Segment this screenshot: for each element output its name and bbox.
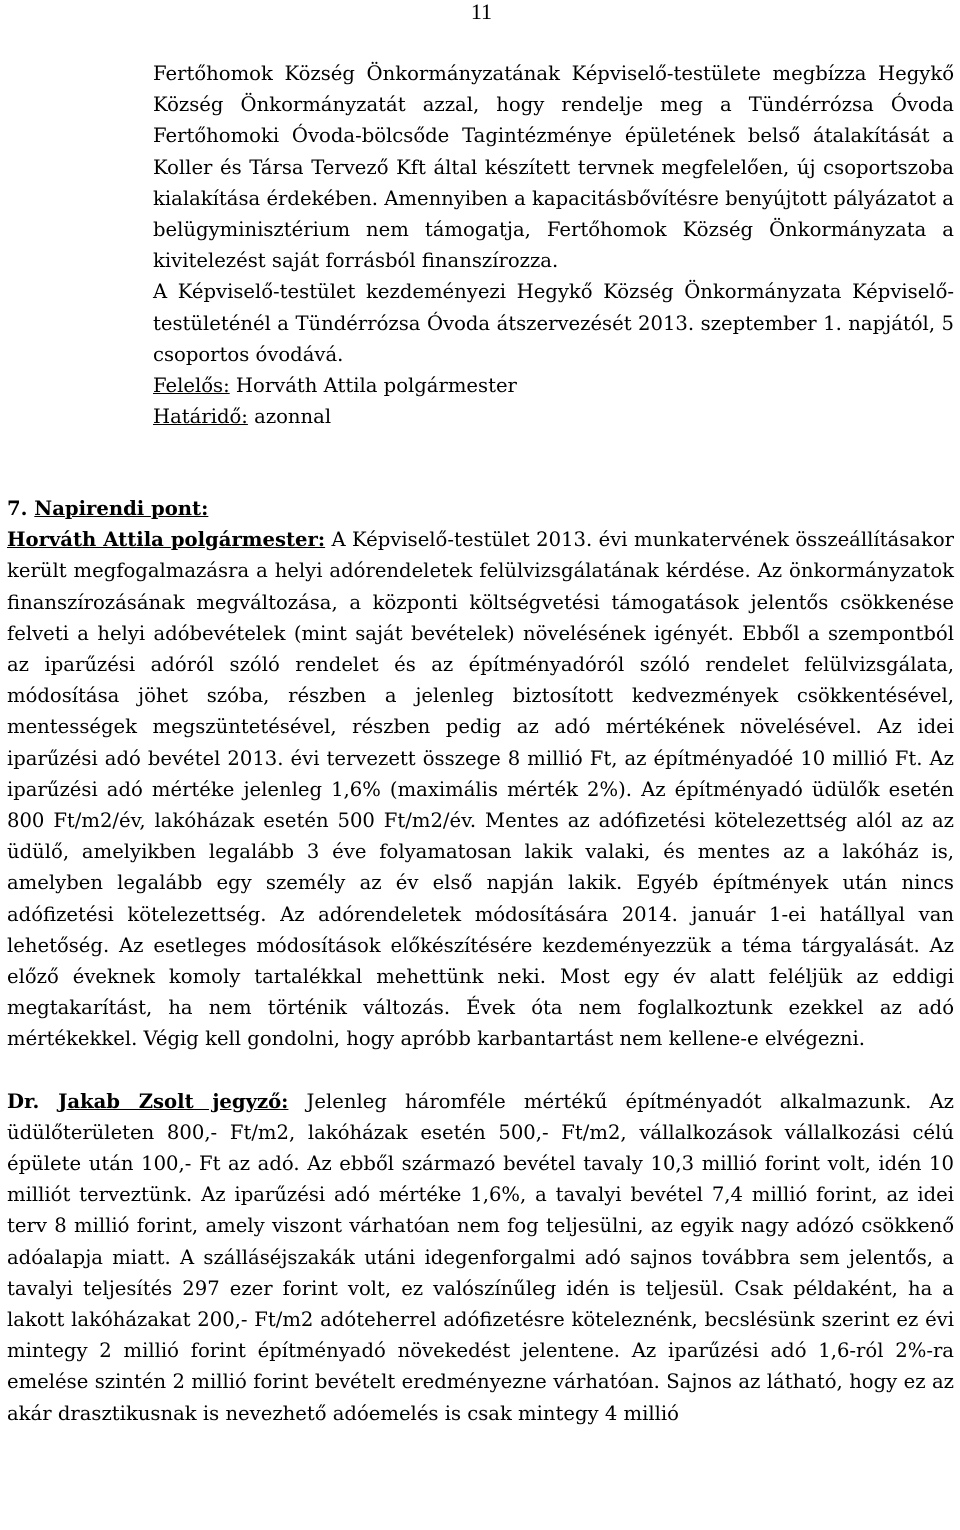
speaker2-paragraph — [7, 1086, 954, 1429]
speaker2-name: Jakab Zsolt jegyző: — [58, 1089, 289, 1113]
speaker1-name: Horváth Attila polgármester: — [7, 528, 326, 552]
paragraph-gap — [7, 1055, 954, 1086]
agenda-block — [7, 493, 954, 1429]
resolution-paragraph-2: A Képviselő-testület kezdeményezi Hegykő Község Önkormányzata Képviselő-testületénél a Tündérrózsa Óvoda átszervezését 2013. szeptember 1. napjától, 5 csoportos óvodává. — [153, 280, 954, 366]
speaker1-text: A Képviselő-testület 2013. évi munkatervének összeállításakor került megfogalmazásra a helyi adórendeletek felülvizsgálatának kérdése. Az önkormányzatok finanszírozásának megváltozása, a központi költségvetési támogatások jelentős csökkenése felveti a helyi adóbevételek (mint saját bevételek) növelésének igényét. Ebből a szempontból az iparűzési adóról szóló rendelet és az építményadóról szóló rendelet felülvizsgálata, módosítása jöhet szóba, részben a jelenleg biztosított kedvezmények csökkentésével, mentességek megszüntetésével, részben pedig az adó mértékének növelésével. Az idei iparűzési adó bevétel 2013. évi tervezett összege 8 millió Ft, az építményadóé 10 millió Ft. Az iparűzési adó mértéke jelenleg 1,6% (maximális mérték 2%). Az építményadó üdülők esetén 800 Ft/m2/év, lakóházak esetén 500 Ft/m2/év. Mentes az adófizetési kötelezettség alól az az üdülő, amelyikben legalább 3 éve folyamatosan lakik valaki, és mentes az a lakóház is, amelyben legalább egy személy az év első napján lakik. Egyéb építmények után nincs adófizetési kötelezettség. Az adórendeletek módosítására 2014. január 1-ei hatállyal van lehetőség. Az esetleges módosítások előkészítésére kezdeményezzük a téma tárgyalását. Az előző éveknek komoly tartalékkal mehettünk neki. Most egy év alatt feléljük az eddigi megtakarítást, ha nem történik változás. Évek óta nem foglalkoztunk ezekkel az adó mértékekkel. Végig kell gondolni, hogy apróbb karbantartást nem kellene-e elvégezni. — [7, 528, 954, 1051]
deadline-value: azonnal — [247, 405, 332, 429]
speaker2-text: Jelenleg háromféle mértékű építményadót alkalmazunk. Az üdülőterületen 800,- Ft/m2, lakóházak esetén 500,- Ft/m2, vállalkozások vállalkozási célú épülete után 100,- Ft az adó. Az ebből származó bevétel tavaly 10,3 millió forint volt, idén 10 milliót terveztünk. Az iparűzési adó mértéke 1,6%, a tavalyi bevétel 7,4 millió forint, az idei terv 8 millió forint, amely viszont várhatóan nem fog teljesülni, az egyik nagy adózó csökkenő adóalapja miatt. A szálláséjszakák utáni idegenforgalmi adó sajnos továbbra sem jelentős, a tavalyi teljesítés 297 ezer forint volt, ez valószínűleg idén is teljesül. Csak példaként, ha a lakott lakóházakat 200,- Ft/m2 adóteherrel adófizetésre köteleznénk, becslésünk szerint ez évi mintegy 2 millió forint építményadó növekedést jelentene. Az iparűzési adó 1,6-ról 2%-ra emelése szintén 2 millió forint bevételt eredményezne várhatóan. Sajnos az látható, hogy ez az akár drasztikusnak is nevezhető adóemelés is csak mintegy 4 millió — [7, 1089, 954, 1425]
speaker2-prefix: Dr. — [7, 1089, 59, 1113]
agenda-title: Napirendi pont: — [34, 497, 209, 520]
deadline-line — [153, 401, 954, 432]
page-number: 11 — [470, 0, 492, 24]
speaker1-paragraph — [7, 524, 954, 1054]
deadline-label: Határidő: — [153, 405, 248, 429]
resolution-paragraph-1: Fertőhomok Község Önkormányzatának Képviselő-testülete megbízza Hegykő Község Önkormányzatát azzal, hogy rendelje meg a Tündérrózsa Óvoda Fertőhomoki Óvoda-bölcsőde Tagintézménye épületének belső átalakítását a Koller és Társa Tervező Kft által készített tervnek megfelelően, új csoportszoba kialakítása érdekében. Amennyiben a kapacitásbővítésre benyújtott pályázatot a belügyminisztérium nem támogatja, Fertőhomok Község Önkormányzata a kivitelezést saját forrásból finanszírozza. — [153, 62, 954, 273]
agenda-number: 7. — [7, 497, 35, 520]
responsible-value: Horváth Attila polgármester — [229, 374, 517, 398]
resolution-block — [153, 58, 954, 432]
agenda-heading — [7, 493, 954, 524]
responsible-label: Felelős: — [153, 374, 230, 398]
responsible-line — [153, 370, 954, 401]
